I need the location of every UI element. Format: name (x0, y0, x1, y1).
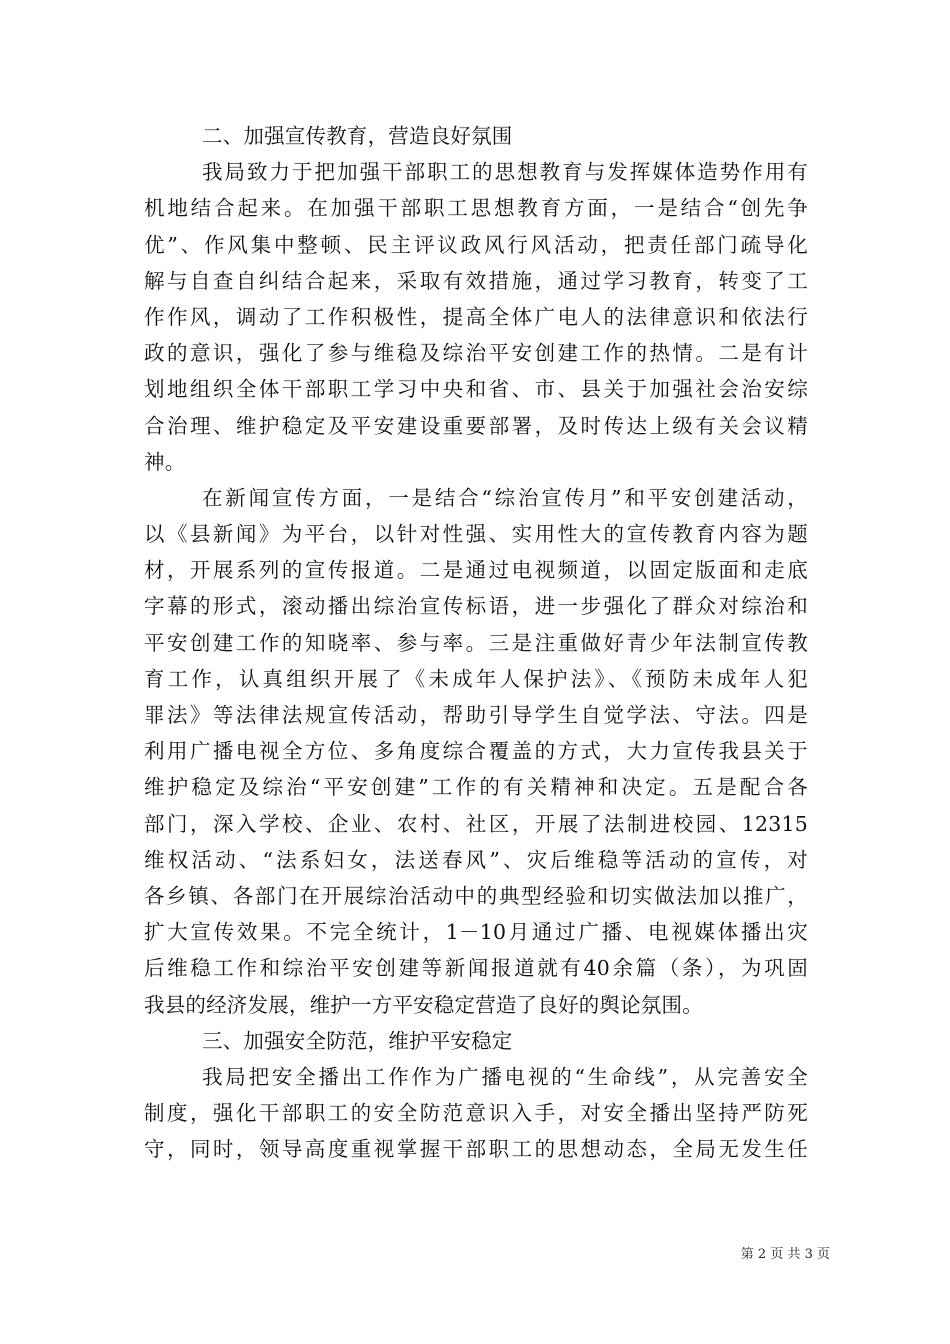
text-line: 守，同时，领导高度重视掌握干部职工的思想动态，全局无发生任 (144, 1137, 808, 1162)
page-number: 第 2 页 共 3 页 (740, 1247, 830, 1262)
text-line: 政的意识，强化了参与维稳及综治平安创建工作的热情。二是有计 (144, 341, 808, 366)
text-line: 二、加强宣传教育，营造良好氛围 (202, 124, 513, 148)
text-line: 育工作，认真组织开展了《未成年人保护法》、《预防未成年人犯 (144, 666, 808, 691)
text-line: 我局把安全播出工作作为广播电视的“生命线”，从完善安全 (202, 1064, 808, 1089)
text-line: 作作风，调动了工作积极性，提高全体广电人的法律意识和依法行 (144, 304, 808, 329)
text-line: 在新闻宣传方面，一是结合“综治宣传月”和平安创建活动， (202, 485, 808, 510)
text-line: 平安创建工作的知晓率、参与率。三是注重做好青少年法制宣传教 (144, 630, 808, 655)
text-line: 以《县新闻》为平台，以针对性强、实用性大的宣传教育内容为题 (144, 522, 808, 547)
text-line: 利用广播电视全方位、多角度综合覆盖的方式，大力宣传我县关于 (144, 739, 808, 764)
text-line: 解与自查自纠结合起来，采取有效措施，通过学习教育，转变了工 (144, 268, 808, 293)
text-line: 合治理、维护稳定及平安建设重要部署，及时传达上级有关会议精 (144, 413, 808, 438)
text-line: 我县的经济发展，维护一方平安稳定营造了良好的舆论氛围。 (144, 992, 703, 1017)
document-body (144, 118, 808, 1167)
text-line: 机地结合起来。在加强干部职工思想教育方面，一是结合“创先争 (144, 196, 808, 221)
text-line: 各乡镇、各部门在开展综治活动中的典型经验和切实做法加以推广， (144, 883, 808, 908)
text-line: 字幕的形式，滚动播出综治宣传标语，进一步强化了群众对综治和 (144, 594, 808, 619)
text-line: 制度，强化干部职工的安全防范意识入手，对安全播出坚持严防死 (144, 1101, 808, 1126)
text-line: 优”、作风集中整顿、民主评议政风行风活动，把责任部门疏导化 (144, 232, 808, 257)
text-line: 维权活动、“法系妇女，法送春风”、灾后维稳等活动的宣传，对 (144, 847, 808, 872)
text-line: 扩大宣传效果。不完全统计，1－10月通过广播、电视媒体播出灾 (144, 920, 808, 945)
text-line: 部门，深入学校、企业、农村、社区，开展了法制进校园、12315 (144, 811, 808, 836)
text-line: 材，开展系列的宣传报道。二是通过电视频道，以固定版面和走底 (144, 558, 808, 583)
text-line: 划地组织全体干部职工学习中央和省、市、县关于加强社会治安综 (144, 377, 808, 402)
text-line: 后维稳工作和综治平安创建等新闻报道就有40余篇（条），为巩固 (144, 956, 808, 981)
text-line: 三、加强安全防范，维护平安稳定 (202, 1028, 513, 1053)
text-line: 罪法》等法律法规宣传活动，帮助引导学生自觉学法、守法。四是 (144, 703, 808, 727)
text-line: 我局致力于把加强干部职工的思想教育与发挥媒体造势作用有 (202, 160, 808, 185)
text-line: 维护稳定及综治“平安创建”工作的有关精神和决定。五是配合各 (144, 775, 808, 800)
text-line: 神。 (144, 449, 186, 474)
